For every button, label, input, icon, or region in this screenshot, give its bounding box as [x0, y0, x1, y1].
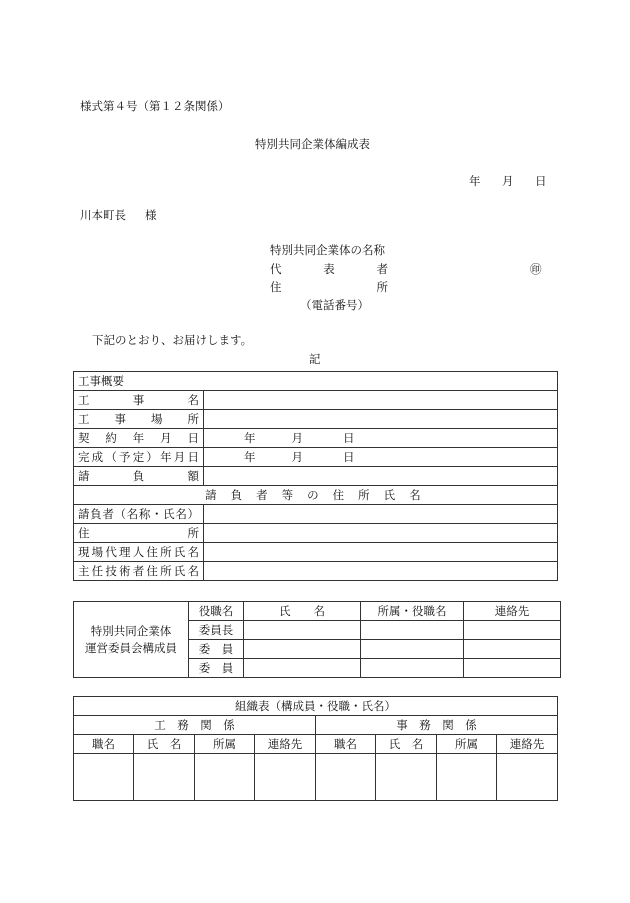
contact-cell[interactable] [464, 621, 561, 640]
intro-text: 下記のとおり、お届けします。 [92, 333, 253, 347]
table-row [74, 429, 558, 448]
jv-name-label: 特別共同企業体の名称 [270, 243, 385, 257]
org-title: 組織表（構成員・役職・氏名） [74, 697, 558, 716]
phone-label: （電話番号） [300, 298, 369, 312]
row-label [74, 524, 204, 543]
date-year-label: 年 [469, 174, 481, 188]
row-label-text: 現場代理人住所氏名 [78, 545, 199, 559]
day-label: 日 [343, 431, 355, 445]
year-label: 年 [244, 431, 256, 445]
completion-date-value[interactable] [204, 448, 558, 467]
col-header-name: 氏 名 [244, 602, 361, 621]
col-header-affiliation: 所属・役職名 [361, 602, 464, 621]
address-label-text: 住 所 [270, 280, 388, 294]
row-value[interactable] [204, 543, 558, 562]
table-row [74, 524, 558, 543]
col-header-role: 役職名 [189, 602, 244, 621]
form-number: 様式第４号（第１２条関係） [80, 99, 230, 113]
row-value[interactable] [204, 505, 558, 524]
org-cell[interactable] [74, 754, 134, 801]
org-title-row [74, 697, 558, 716]
col-header-contact: 連絡先 [497, 735, 558, 754]
table-row [74, 754, 558, 801]
row-value[interactable] [204, 410, 558, 429]
overview-title-row [74, 372, 558, 391]
ki-mark: 記 [309, 352, 321, 366]
table-row [74, 448, 558, 467]
row-label [74, 410, 204, 429]
row-label-text: 主任技術者住所氏名 [78, 564, 199, 578]
row-label-text: 工 事 名 [78, 393, 199, 407]
row-value[interactable] [204, 467, 558, 486]
col-header-affiliation: 所属 [437, 735, 497, 754]
affiliation-cell[interactable] [361, 659, 464, 678]
honorific: 様 [145, 208, 157, 222]
org-group-row [74, 716, 558, 735]
contractor-header-row [74, 486, 558, 505]
role-cell: 委 員 [189, 640, 244, 659]
committee-group-label [74, 602, 189, 678]
col-header-position: 職名 [74, 735, 134, 754]
col-header-contact: 連絡先 [464, 602, 561, 621]
date-day-label: 日 [535, 174, 547, 188]
month-label: 月 [291, 431, 303, 445]
committee-group-label-1: 特別共同企業体 [90, 623, 172, 638]
org-cell[interactable] [134, 754, 195, 801]
row-label [74, 505, 204, 524]
col-header-name: 氏 名 [376, 735, 437, 754]
year-label: 年 [244, 450, 256, 464]
office-group-header: 事 務 関 係 [316, 716, 558, 735]
col-header-contact: 連絡先 [255, 735, 316, 754]
overview-title: 工事概要 [74, 372, 558, 391]
table-row [74, 562, 558, 581]
committee-group-label-2: 運営委員会構成員 [85, 640, 177, 655]
row-label [74, 391, 204, 410]
row-label-text: 請負者（名称・氏名） [78, 507, 199, 521]
row-label-text: 住 所 [78, 526, 199, 540]
row-label-text: 完成（予定）年月日 [78, 450, 199, 464]
org-column-header-row [74, 735, 558, 754]
month-label: 月 [291, 450, 303, 464]
seal-mark: ㊞ [530, 262, 542, 276]
org-cell[interactable] [195, 754, 255, 801]
day-label: 日 [343, 450, 355, 464]
row-label [74, 448, 204, 467]
table-row [74, 543, 558, 562]
row-label-text: 工 事 場 所 [78, 412, 199, 426]
date-month-label: 月 [502, 174, 514, 188]
contractor-header: 請 負 者 等 の 住 所 氏 名 [74, 486, 558, 505]
row-label [74, 562, 204, 581]
row-label [74, 467, 204, 486]
address-label [270, 282, 388, 294]
table-row [74, 391, 558, 410]
row-value[interactable] [204, 562, 558, 581]
representative-label [270, 264, 388, 276]
name-cell[interactable] [244, 640, 361, 659]
table-row [74, 410, 558, 429]
org-cell[interactable] [376, 754, 437, 801]
contact-cell[interactable] [464, 659, 561, 678]
row-label [74, 429, 204, 448]
row-value[interactable] [204, 391, 558, 410]
row-label-text: 請 負 額 [78, 469, 199, 483]
org-cell[interactable] [497, 754, 558, 801]
org-cell[interactable] [316, 754, 376, 801]
document-title: 特別共同企業体編成表 [255, 137, 370, 151]
representative-label-text: 代 表 者 [270, 262, 388, 276]
committee-table [73, 601, 561, 678]
org-table [73, 696, 558, 801]
name-cell[interactable] [244, 659, 361, 678]
row-label-text: 契約年月日 [78, 431, 199, 445]
role-cell: 委 員 [189, 659, 244, 678]
affiliation-cell[interactable] [361, 640, 464, 659]
contract-date-value[interactable] [204, 429, 558, 448]
org-cell[interactable] [437, 754, 497, 801]
col-header-affiliation: 所属 [195, 735, 255, 754]
affiliation-cell[interactable] [361, 621, 464, 640]
org-cell[interactable] [255, 754, 316, 801]
role-cell: 委員長 [189, 621, 244, 640]
row-value[interactable] [204, 524, 558, 543]
table-row [74, 467, 558, 486]
contact-cell[interactable] [464, 640, 561, 659]
engineering-group-header: 工 務 関 係 [74, 716, 316, 735]
addressee: 川本町長 [80, 208, 126, 222]
row-label [74, 543, 204, 562]
col-header-position: 職名 [316, 735, 376, 754]
overview-table [73, 371, 558, 581]
committee-header-row [74, 602, 561, 621]
col-header-name: 氏 名 [134, 735, 195, 754]
table-row [74, 505, 558, 524]
name-cell[interactable] [244, 621, 361, 640]
